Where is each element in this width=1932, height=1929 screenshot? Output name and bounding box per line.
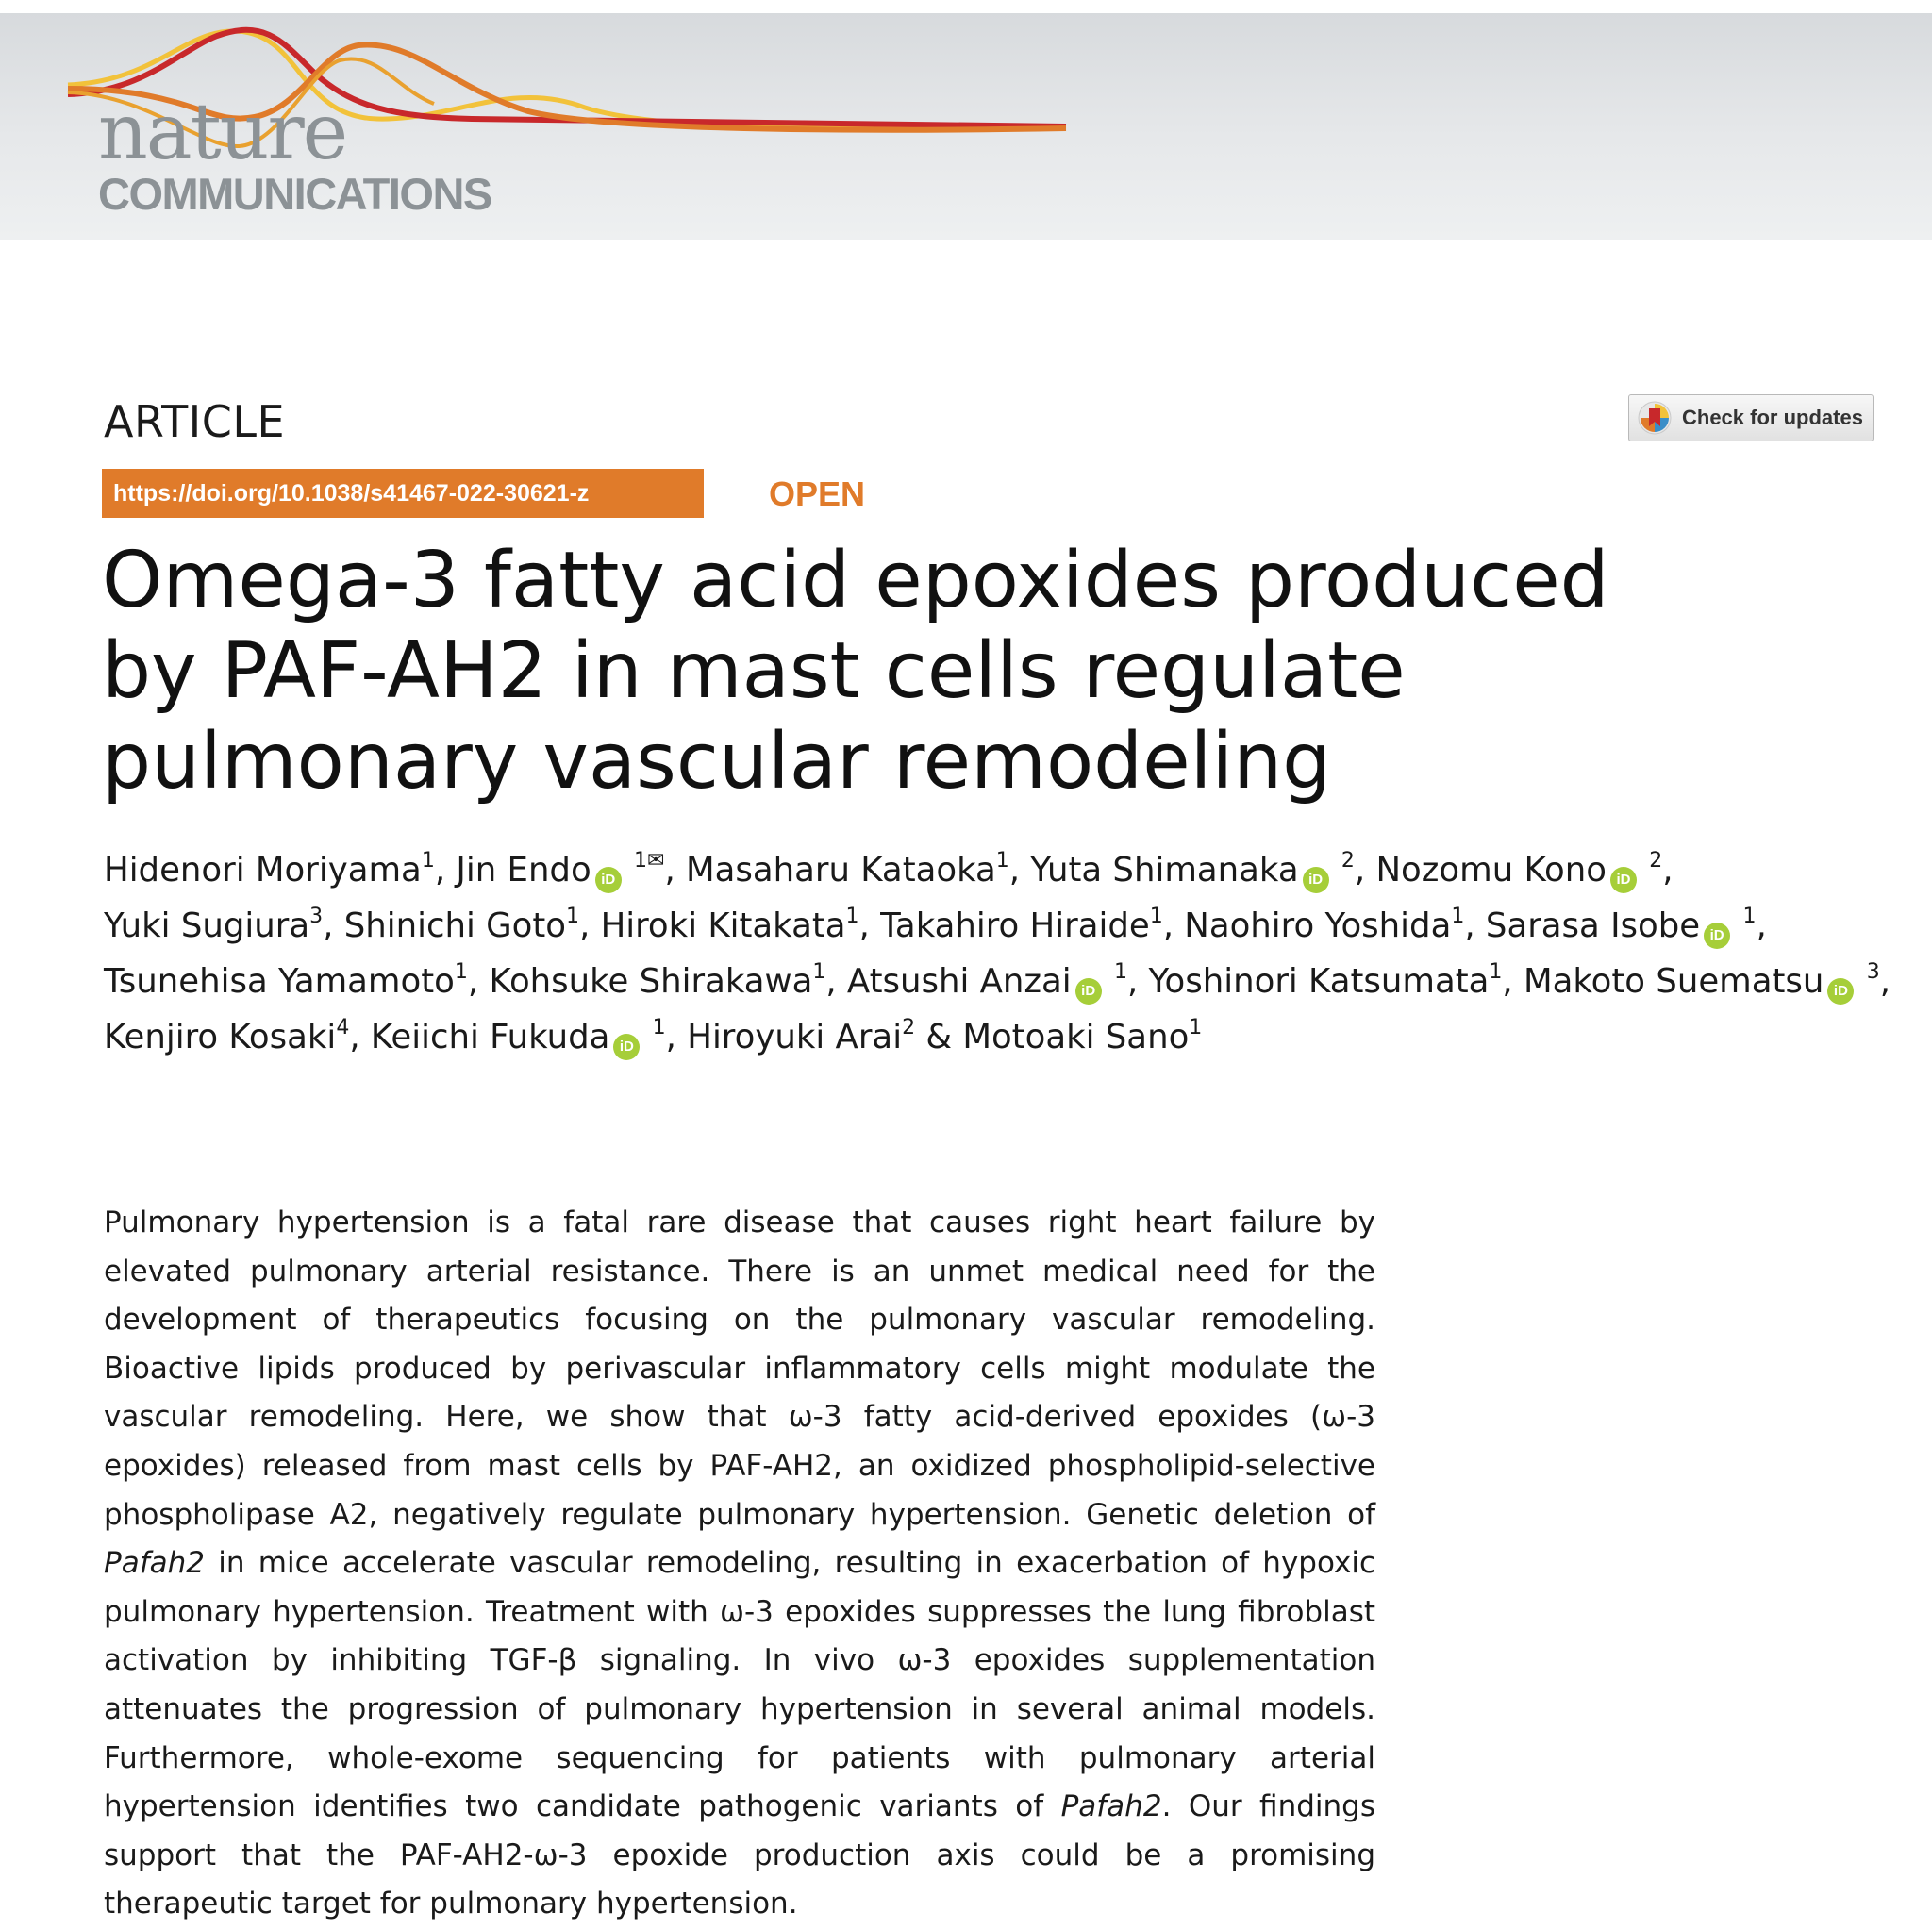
check-for-updates-button[interactable] xyxy=(1628,394,1874,441)
author-item[interactable] xyxy=(880,906,1163,945)
gene-name-italic: Pafah2 xyxy=(104,1546,205,1581)
crossmark-icon xyxy=(1637,400,1673,436)
author-item[interactable] xyxy=(686,851,1009,890)
orcid-icon[interactable]: iD xyxy=(1075,978,1102,1005)
logo-communications-text: COMMUNICATIONS xyxy=(98,169,491,219)
affiliation-number: 1 xyxy=(1149,905,1163,928)
affiliation-number: 1 xyxy=(565,905,579,928)
affiliation-number: 1 xyxy=(1451,905,1465,928)
author-name: Motoaki Sano xyxy=(962,1018,1190,1056)
affiliation-number: 1 xyxy=(845,905,859,928)
affiliation-number: 4 xyxy=(336,1016,350,1039)
affiliation-number: 1 xyxy=(1189,1016,1203,1039)
affiliation-number: 1 xyxy=(1489,960,1503,984)
author-item[interactable] xyxy=(344,906,579,945)
article-type-label: ARTICLE xyxy=(104,396,286,447)
author-name: Hiroki Kitakata xyxy=(600,906,846,945)
affiliation-number: 2 xyxy=(1341,849,1355,873)
author-item[interactable] xyxy=(687,1018,915,1056)
author-name: Kenjiro Kosaki xyxy=(104,1018,337,1056)
author-item[interactable] xyxy=(456,851,664,890)
author-item[interactable] xyxy=(1030,851,1355,890)
orcid-icon[interactable]: iD xyxy=(595,867,622,893)
affiliation-number: 2 xyxy=(1649,849,1663,873)
author-name: Nozomu Kono xyxy=(1375,851,1607,890)
affiliation-number: 3 xyxy=(309,905,324,928)
open-access-label: OPEN xyxy=(769,474,866,513)
author-item[interactable] xyxy=(1149,962,1503,1001)
abstract-text: in mice accelerate vascular remodeling, resulting in exacerbation of hypoxic pulmonary hypertension. Treatment with ω-3 epoxides suppresses the lung fibroblast activation by inhibiting TGF-β signaling. In vivo ω-3 epoxides supplementation attenuates the progression of pulmonary hypertension in several animal models. Furthermore, whole-exome sequencing for patients with pulmonary arterial hypertension identifies two candidate pathogenic variants of xyxy=(104,1546,1375,1824)
author-item[interactable] xyxy=(962,1018,1202,1056)
affiliation-number: 3 xyxy=(1866,960,1880,984)
author-name: Jin Endo xyxy=(456,851,591,890)
affiliation-number: 1 xyxy=(421,849,435,873)
author-name: Masaharu Kataoka xyxy=(686,851,996,890)
orcid-icon[interactable]: iD xyxy=(1610,867,1637,893)
gene-name-italic: Pafah2 xyxy=(1060,1789,1162,1824)
author-item[interactable] xyxy=(1375,851,1662,890)
author-name: Makoto Suematsu xyxy=(1523,962,1824,1001)
author-item[interactable] xyxy=(104,962,468,1001)
abstract-text: . Our findings support that the PAF-AH2-ω-3 epoxide production axis could be a promising therapeutic target for pulmonary hypertension. xyxy=(104,1789,1375,1921)
author-name: Kohsuke Shirakawa xyxy=(489,962,813,1001)
abstract-text: Pulmonary hypertension is a fatal rare disease that causes right heart failure by elevated pulmonary arterial resistance. There is an unmet medical need for the development of therapeutics focusing on the pulmonary vascular remodeling. Bioactive lipids produced by perivascular inflammatory cells might modulate the vascular remodeling. Here, we show that ω-3 fatty acid-derived epoxides (ω-3 epoxides) released from mast cells by PAF-AH2, an oxidized phospholipid-selective phospholipase A2, negatively regulate pulmonary hypertension. Genetic deletion of xyxy=(104,1206,1375,1532)
author-item[interactable] xyxy=(1524,962,1880,1001)
check-for-updates-label: Check for updates xyxy=(1682,406,1863,429)
affiliation-number: 1 xyxy=(634,849,647,873)
logo-nature-text: nature xyxy=(98,88,347,177)
author-item[interactable] xyxy=(104,906,323,945)
author-item[interactable] xyxy=(489,962,825,1001)
affiliation-number: 2 xyxy=(902,1016,916,1039)
author-item[interactable] xyxy=(1486,906,1757,945)
abstract xyxy=(104,1199,1375,1929)
orcid-icon[interactable]: iD xyxy=(1704,923,1730,949)
envelope-icon[interactable]: ✉ xyxy=(647,849,665,873)
author-name: Yuki Sugiura xyxy=(104,906,310,945)
author-name: Keiichi Fukuda xyxy=(370,1018,610,1056)
author-item[interactable] xyxy=(104,1018,349,1056)
affiliation-number: 1 xyxy=(1113,960,1127,984)
orcid-icon[interactable]: iD xyxy=(613,1034,640,1060)
affiliation-number: 1 xyxy=(1742,905,1757,928)
orcid-icon[interactable]: iD xyxy=(1303,867,1329,893)
author-name: Tsunehisa Yamamoto xyxy=(104,962,455,1001)
author-item[interactable] xyxy=(104,851,435,890)
author-name: Shinichi Goto xyxy=(343,906,566,945)
author-name: Hidenori Moriyama xyxy=(104,851,422,890)
author-item[interactable] xyxy=(1184,906,1464,945)
orcid-icon[interactable]: iD xyxy=(1827,978,1854,1005)
author-name: Yuta Shimanaka xyxy=(1030,851,1299,890)
author-item[interactable] xyxy=(371,1018,666,1056)
article-title: Omega-3 fatty acid epoxides produced by PAF-AH2 in mast cells regulate pulmonary vascular remodeling xyxy=(102,536,1609,807)
doi-link[interactable]: https://doi.org/10.1038/s41467-022-30621-z xyxy=(102,469,704,518)
journal-banner xyxy=(0,13,1932,240)
affiliation-number: 1 xyxy=(454,960,468,984)
author-name: Sarasa Isobe xyxy=(1485,906,1701,945)
author-name: Hiroyuki Arai xyxy=(687,1018,903,1056)
author-name: Naohiro Yoshida xyxy=(1184,906,1452,945)
author-item[interactable] xyxy=(847,962,1127,1001)
affiliation-number: 1 xyxy=(995,849,1009,873)
author-name: Yoshinori Katsumata xyxy=(1148,962,1490,1001)
affiliation-number: 1 xyxy=(812,960,826,984)
affiliation-number: 1 xyxy=(652,1016,666,1039)
author-name: Takahiro Hiraide xyxy=(880,906,1150,945)
author-name: Atsushi Anzai xyxy=(846,962,1072,1001)
author-list: Hidenori Moriyama$^1$, Jin Endo iD $^{1✉}$, Masaharu Kataoka$^1$, Yuta Shimanaka iD $^2$, Nozomu Kono iD $^2$, Yuki Sugiura$^3$, Shinichi Goto$^1$, Hiroki Kitakata$^1$, Takahiro Hiraide$^1$, Naohiro Yoshida$^1$, Sarasa Isobe iD $^1$, Tsunehisa Yamamoto$^1$, Kohsuke Shirakawa$^1$, Atsushi Anzai iD $^1$, Yoshinori Katsumata$^1$, Makoto Suematsu iD $^3$, Kenjiro Kosaki$^4$, Keiichi Fukuda iD $^1$, Hiroyuki Arai$^2$ & Motoaki Sano$^1$ xyxy=(104,842,1896,1065)
author-item[interactable] xyxy=(601,906,859,945)
